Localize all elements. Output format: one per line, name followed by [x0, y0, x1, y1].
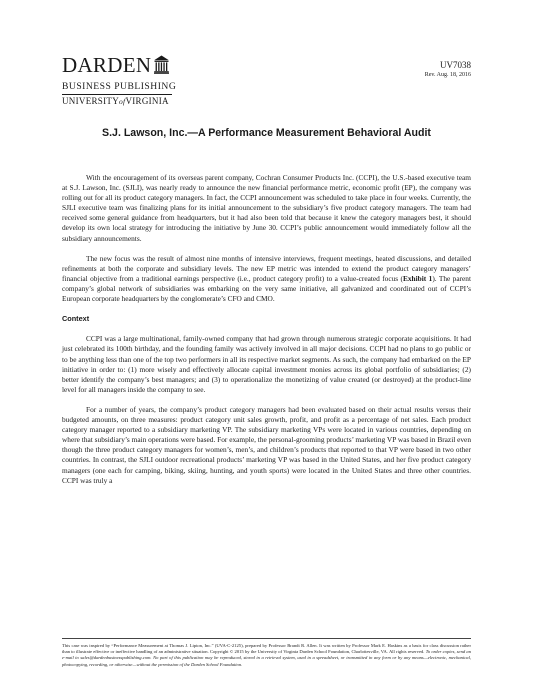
- exhibit-reference: Exhibit 1: [402, 273, 433, 283]
- logo-university-text: [62, 95, 172, 108]
- case-code: UV7038: [440, 60, 471, 70]
- logo-univ-of: of: [119, 97, 126, 106]
- footer-text-a: This case was inspired by “Performance Measurement at Thomas J. Lipton, Inc.” (UVA-C-2125), prepared by Professor Brandt R. Allen. It was written by Professor Mark E. Haskins as a basis for class discussion rather than to illustrate effective or ineffective handling of an administrative situation. Copyright © 2015 by the University of Virginia Darden School Foundation, Charlottesville, VA. All rights reserved.: [62, 643, 471, 655]
- revision-date: Rev. Aug. 18, 2016: [424, 72, 471, 78]
- paragraph-3: CCPI was a large multinational, family-owned company that had grown through numerous strategic corporate acquisitions. It had just celebrated its 100th birthday, and the founding family was actively involved in all major decisions. CCPI had no plans to go public or to be anything less than one of the top two performers in all its respective market segments. As such, the company had embarked on the EP initiative in order to: (1) more wisely and effectively allocate capital investment monies across its global portfolio of subsidiaries; (2) better identify the company’s best managers; and (3) to operationalize the monetizing of value created (or destroyed) at the product-line level for all managers inside the company to see.: [62, 334, 471, 394]
- logo-secondary-text: BUSINESS PUBLISHING: [62, 81, 172, 95]
- paragraph-2-text-b: ). The parent company’s global network of subsidiaries was embarking on the very same initiative, all galvanized and coordinated out of CCPI’s European corporate headquarters by the conglomerate’s CFO and CMO.: [62, 273, 471, 304]
- footer-text-b: To order copies, send an e-mail to sales@dardenbusinesspublishing.com. No part of this publication may be reproduced, stored in a retrieval system, used in a spreadsheet, or transmitted in any form or by any means—electronic, mechanical, photocopying, recording, or otherwise—without the permission of the Darden School Foundation.: [62, 649, 471, 667]
- darden-logo: [62, 53, 177, 108]
- paragraph-4: For a number of years, the company’s product category managers had been evaluated based on their actual results versus their budgeted amounts, on three measures: product category unit sales growth, profit, and profit as a percentage of net sales. Each product category manager reported to a subsidiary marketing VP. The subsidiary marketing VPs were located in various countries, depending on where that subsidiary’s main operations were based. For example, the personal-grooming products’ marketing VP was based in Brazil even though the three product category managers for women’s, men’s, and children’s products that reported to that VP were based in two other countries. In contrast, the SJLI outdoor recreational products’ marketing VP was based in the United States, and her five product category managers (one each for camping, biking, skiing, hunting, and youth sports) were located in the United States and three other countries. CCPI was truly a: [62, 404, 471, 485]
- rotunda-icon: [154, 55, 169, 79]
- section-heading-context: Context: [62, 314, 90, 324]
- paragraph-1: With the encouragement of its overseas parent company, Cochran Consumer Products Inc. (CCPI), the U.S.-based executive team at S.J. Lawson, Inc. (SJLI), was nearly ready to announce the new financial performance metric, economic profit (EP), the company was rolling out for all its product category managers. In fact, the CCPI announcement was scheduled to take place in four weeks. Currently, the SJLI executive team was finalizing plans for its initial announcement to the subsidiary’s five product category managers. The team had received some general guidance from headquarters, but it had also been told that because it knew the category managers best, it should develop its own local strategy for introducing the initiative by June 30. CCPI’s public announcement would immediately follow all the subsidiary announcements.: [62, 173, 471, 243]
- logo-univ-a: UNIVERSITY: [62, 96, 119, 106]
- logo-top-row: [62, 55, 172, 79]
- document-body: [62, 173, 471, 486]
- document-title: S.J. Lawson, Inc.—A Performance Measurement Behavioral Audit: [102, 127, 431, 139]
- copyright-footer: [62, 638, 471, 668]
- paragraph-2-text-a: The new focus was the result of almost nine months of intensive interviews, frequent meetings, heated discussions, and detailed refinements at both the corporate and subsidiary levels. The new EP metric was intended to extend the product category managers’ financial objective from a traditional earnings perspective (i.e., product category profit) to a value-created focus (: [62, 253, 471, 283]
- logo-univ-b: VIRGINIA: [125, 96, 169, 106]
- logo-primary-text: DARDEN: [62, 53, 152, 77]
- paragraph-2: [62, 254, 471, 304]
- case-code-block: [425, 60, 471, 80]
